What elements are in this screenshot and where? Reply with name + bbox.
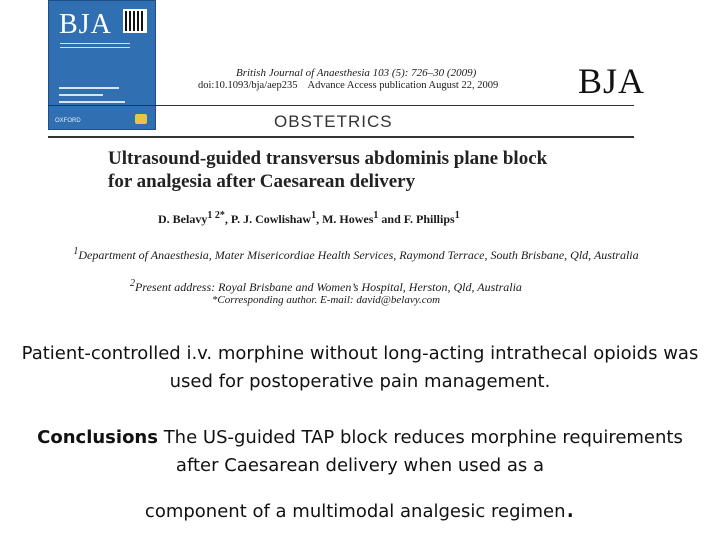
doi-line <box>198 80 506 91</box>
author-sup: 1 <box>454 210 460 221</box>
cover-logo: BJA <box>59 9 112 40</box>
affiliation <box>56 244 656 263</box>
present-address-text: Present address: Royal Brisbane and Women’s Hospital, Herston, Qld, Australia <box>135 280 522 294</box>
author-name: M. Howes <box>322 212 374 226</box>
author-name: D. Belavy <box>158 212 208 226</box>
author-sup: 1 2* <box>207 210 225 221</box>
cover-publisher: OXFORD <box>55 118 81 124</box>
present-address <box>56 276 596 295</box>
affiliation-sup: 1 <box>73 246 79 257</box>
journal-cover-thumbnail <box>48 0 156 130</box>
article-title <box>108 147 608 193</box>
methods-paragraph: Patient-controlled i.v. morphine without long-acting intrathecal opioids was used for postoperative pain management. <box>21 343 699 392</box>
closing-period: . <box>565 490 576 525</box>
corresponding-author: *Corresponding author. E-mail: david@belavy.com <box>211 294 441 306</box>
conclusions-paragraph <box>20 424 700 480</box>
crest-icon <box>135 114 147 124</box>
journal-citation: British Journal of Anaesthesia 103 (5): 726–30 (2009) <box>236 67 477 79</box>
conclusions-label: Conclusions <box>37 427 158 448</box>
cover-subtitle-lines <box>60 43 130 48</box>
bja-logo: BJA <box>578 61 646 101</box>
affiliation-text: Department of Anaesthesia, Mater Misericordiae Health Services, Raymond Terrace, South Brisbane, Qld, Australia <box>78 248 639 262</box>
author-list: D. Belavy$^{1 2*}$, P. J. Cowlishaw$^1$, M. Howes$^1$ and F. Phillips$^1$ <box>158 210 460 226</box>
author-sup: 1 <box>373 210 379 221</box>
author-sup: 1 <box>311 210 317 221</box>
qr-code-icon <box>123 9 147 33</box>
conclusions-text-end: component of a multimodal analgesic regimen <box>144 501 566 522</box>
author-name: P. J. Cowlishaw <box>230 212 312 226</box>
title-line-1: Ultrasound-guided transversus abdominis plane block <box>108 148 548 169</box>
title-line-2: for analgesia after Caesarean delivery <box>108 171 416 192</box>
section-rule <box>48 136 634 138</box>
present-address-sup: 2 <box>130 278 136 289</box>
conclusions-text: The US-guided TAP block reduces morphine requirements after Caesarean delivery when used as a <box>157 427 683 476</box>
conclusions-paragraph-end <box>20 490 700 526</box>
section-label: OBSTETRICS <box>274 112 393 131</box>
advance-access-text: Advance Access publication August 22, 2009 <box>307 80 499 91</box>
doi-text: doi:10.1093/bja/aep235 <box>198 80 298 91</box>
author-name: F. Phillips <box>403 212 455 226</box>
header-rule <box>48 105 634 106</box>
